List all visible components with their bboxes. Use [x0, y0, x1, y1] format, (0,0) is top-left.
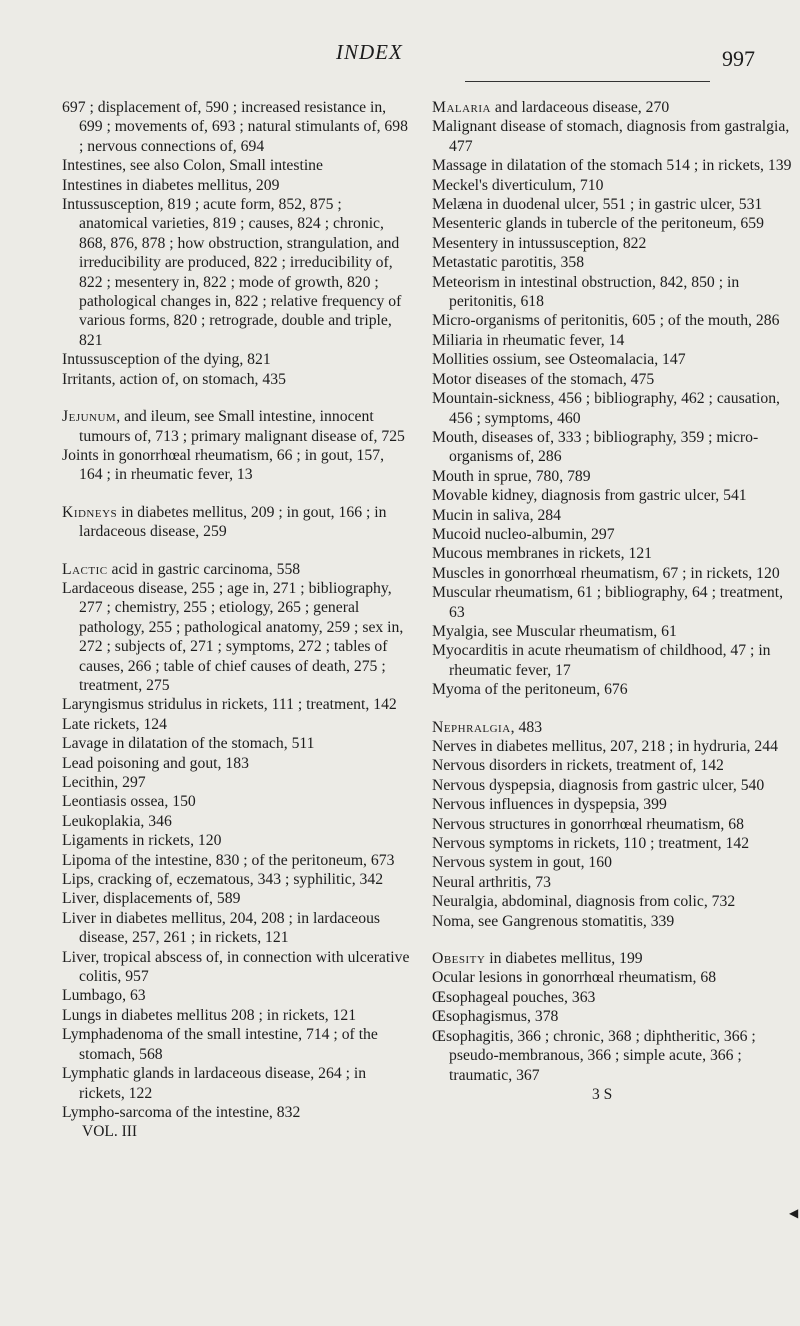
- index-entry-liver-in-diabetes-mellitus: Liver in diabetes mellitus, 204, 208 ; in lardaceous disease, 257, 261 ; in rickets, 121: [62, 909, 381, 947]
- index-entry-muscles-in-gonorrh-al-rheumatism: Muscles in gonorrhœal rheumatism, 67 ; in rickets, 120: [432, 564, 780, 582]
- index-entry-neuralgia: Neuralgia, abdominal, diagnosis from colic, 732: [432, 893, 736, 911]
- index-entry-mucoid-nucleo-albumin: Mucoid nucleo-albumin, 297: [432, 525, 615, 543]
- index-entry-malignant-disease-of-stomach: Malignant disease of stomach, diagnosis from gastralgia, 477: [432, 118, 790, 155]
- index-entry-myocarditis-in-acute-rheumatism-of-child: Myocarditis in acute rheumatism of childhood, 47 ; in rheumatic fever, 17: [432, 642, 771, 679]
- page-number: 997: [722, 46, 755, 71]
- right-column: [432, 98, 792, 1104]
- section-gap: [62, 485, 410, 503]
- index-entry-lymphadenoma-of-the-small-intestine: Lymphadenoma of the small intestine, 714 ; of the stomach, 568: [62, 1026, 378, 1063]
- index-entry-nervous-symptoms-in-rickets: Nervous symptoms in rickets, 110 ; treatment, 142: [432, 835, 750, 853]
- index-entry-nervous-structures-in-gonorrh-al-rheumat: Nervous structures in gonorrhœal rheumatism, 68: [432, 815, 744, 833]
- index-entry-jejunum: Jejunum, and ileum, see Small intestine, innocent tumours of, 713 ; primary malignant disease of, 725: [62, 408, 405, 445]
- index-entry-mucin-in-saliva: Mucin in saliva, 284: [432, 506, 561, 524]
- index-entry-nephralgia: Nephralgia, 483: [432, 718, 543, 736]
- index-entry-motor-diseases-of-the-stomach: Motor diseases of the stomach, 475: [432, 370, 655, 388]
- index-entry-intestines-in-diabetes-mellitus: Intestines in diabetes mellitus, 209: [62, 176, 280, 194]
- index-entry-nervous-disorders-in-rickets: Nervous disorders in rickets, treatment of, 142: [432, 757, 724, 775]
- index-entry-ocular-lesions-in-gonorrh-al-rheumatism: Ocular lesions in gonorrhœal rheumatism, 68: [432, 969, 717, 987]
- index-entry-lungs-in-diabetes-mellitus-208-in-ricket: Lungs in diabetes mellitus 208 ; in rickets, 121: [62, 1006, 357, 1024]
- index-entry-miliaria-in-rheumatic-fever: Miliaria in rheumatic fever, 14: [432, 331, 625, 349]
- running-head: INDEX: [336, 40, 403, 64]
- index-entry-lecithin: Lecithin, 297: [62, 774, 146, 791]
- index-entry-mollities-ossium: Mollities ossium, see Osteomalacia, 147: [432, 351, 686, 369]
- index-entry-lead-poisoning-and-gout: Lead poisoning and gout, 183: [62, 754, 249, 772]
- section-gap: [432, 931, 792, 949]
- index-entry-intussusception: Intussusception, 819 ; acute form, 852, 875 ; anatomical varieties, 819 ; causes, 824 ; chronic, 868, 876, 878 ; how obstruction, strangulation, and irreducibility are produced, 822 ; irreducibility of, 822 ; mesentery in, 822 ; mode of growth, 820 ; pathological changes in, 822 ; relative frequency of various forms, 820 ; retrograde, double and triple, 821: [62, 196, 402, 349]
- index-entry-obesity-in-diabetes-mellitus: Obesity in diabetes mellitus, 199: [432, 950, 643, 968]
- index-entry-irritants: Irritants, action of, on stomach, 435: [62, 370, 286, 388]
- index-entry-muscular-rheumatism: Muscular rheumatism, 61 ; bibliography, 64 ; treatment, 63: [432, 584, 784, 621]
- index-entry-lardaceous-disease: Lardaceous disease, 255 ; age in, 271 ; bibliography, 277 ; chemistry, 255 ; etiology, 265 ; general pathology, 255 ; pathological anatomy, 259 ; sex in, 272 ; subjects of, 271 ; symptoms, 272 ; tables of causes, 266 ; table of chief causes of death, 275 ; treatment, 275: [62, 579, 404, 694]
- index-entry-micro-organisms-of-peritonitis: Micro-organisms of peritonitis, 605 ; of the mouth, 286: [432, 312, 780, 330]
- index-entry-intestines: Intestines, see also Colon, Small intestine: [62, 157, 323, 175]
- index-entry-nervous-dyspepsia: Nervous dyspepsia, diagnosis from gastric ulcer, 540: [432, 776, 765, 794]
- index-entry-mountain-sickness: Mountain-sickness, 456 ; bibliography, 462 ; causation, 456 ; symptoms, 460: [432, 390, 780, 427]
- index-entry-leontiasis-ossea: Leontiasis ossea, 150: [62, 793, 196, 811]
- index-entry-liver: Liver, tropical abscess of, in connection with ulcerative colitis, 957: [62, 948, 410, 986]
- index-entry-lips: Lips, cracking of, eczematous, 343 ; syphilitic, 342: [62, 871, 384, 889]
- index-entry-malaria-and-lardaceous-disease: Malaria and lardaceous disease, 270: [432, 99, 670, 116]
- index-entry-kidneys-in-diabetes-mellitus: Kidneys in diabetes mellitus, 209 ; in gout, 166 ; in lardaceous disease, 259: [62, 503, 387, 541]
- index-entry-meteorism-in-intestinal-obstruction: Meteorism in intestinal obstruction, 842, 850 ; in peritonitis, 618: [432, 273, 740, 311]
- index-entry-sophagismus: Œsophagismus, 378: [432, 1008, 559, 1026]
- index-entry-lipoma-of-the-intestine: Lipoma of the intestine, 830 ; of the peritoneum, 673: [62, 851, 395, 869]
- index-entry-mouth: Mouth, diseases of, 333 ; bibliography, 359 ; micro-organisms of, 286: [432, 428, 759, 466]
- left-column: [62, 98, 410, 1142]
- index-entry-nervous-system-in-gout: Nervous system in gout, 160: [432, 854, 612, 872]
- index-entry-lavage-in-dilatation-of-the-stomach: Lavage in dilatation of the stomach, 511: [62, 735, 315, 753]
- index-entry-ligaments-in-rickets: Ligaments in rickets, 120: [62, 832, 222, 850]
- index-entry-697-displacement-of: 697 ; displacement of, 590 ; increased resistance in, 699 ; movements of, 693 ; natural stimulants of, 698 ; nervous connections of, 694: [62, 99, 408, 155]
- index-entry-metastatic-parotitis: Metastatic parotitis, 358: [432, 254, 585, 272]
- index-entry-mucous-membranes-in-rickets: Mucous membranes in rickets, 121: [432, 545, 653, 563]
- index-entry-laryngismus-stridulus-in-rickets: Laryngismus stridulus in rickets, 111 ; treatment, 142: [62, 696, 397, 714]
- index-entry-mel-na-in-duodenal-ulcer: Melæna in duodenal ulcer, 551 ; in gastric ulcer, 531: [432, 196, 763, 214]
- section-gap: [62, 389, 410, 407]
- section-gap: [432, 700, 792, 718]
- index-entry-myoma-of-the-peritoneum: Myoma of the peritoneum, 676: [432, 681, 628, 699]
- index-entry-sophagitis: Œsophagitis, 366 ; chronic, 368 ; diphtheritic, 366 ; pseudo-membranous, 366 ; simple acute, 366 ; traumatic, 367: [432, 1027, 756, 1084]
- index-entry-lympho-sarcoma-of-the-intestine: Lympho-sarcoma of the intestine, 832: [62, 1103, 301, 1121]
- volume-footer: VOL. III: [82, 1123, 138, 1141]
- index-entry-leukoplakia: Leukoplakia, 346: [62, 812, 172, 830]
- index-entry-mouth-in-sprue: Mouth in sprue, 780, 789: [432, 467, 591, 485]
- index-entry-lymphatic-glands-in-lardaceous-disease: Lymphatic glands in lardaceous disease, 264 ; in rickets, 122: [62, 1065, 367, 1102]
- header-rule: [465, 81, 710, 82]
- index-entry-late-rickets: Late rickets, 124: [62, 715, 167, 733]
- index-entry-mesenteric-glands-in-tubercle-of-the-per: Mesenteric glands in tubercle of the peritoneum, 659: [432, 215, 764, 233]
- index-entry-intussusception-of-the-dying: Intussusception of the dying, 821: [62, 351, 271, 369]
- index-entry-meckel-s-diverticulum: Meckel's diverticulum, 710: [432, 176, 604, 194]
- index-entry-movable-kidney: Movable kidney, diagnosis from gastric ulcer, 541: [432, 487, 747, 505]
- index-entry-nerves-in-diabetes-mellitus: Nerves in diabetes mellitus, 207, 218 ; in hydruria, 244: [432, 738, 778, 755]
- index-entry-lactic-acid-in-gastric-carcinoma: Lactic acid in gastric carcinoma, 558: [62, 560, 301, 578]
- index-entry-nervous-influences-in-dyspepsia: Nervous influences in dyspepsia, 399: [432, 796, 667, 814]
- index-entry-liver: Liver, displacements of, 589: [62, 890, 241, 908]
- signature-mark: 3 S: [592, 1085, 613, 1103]
- section-gap: [62, 542, 410, 560]
- index-entry-noma: Noma, see Gangrenous stomatitis, 339: [432, 912, 675, 930]
- index-entry-sophageal-pouches: Œsophageal pouches, 363: [432, 988, 596, 1006]
- index-entry-mesentery-in-intussusception: Mesentery in intussusception, 822: [432, 234, 647, 252]
- index-entry-joints-in-gonorrh-al-rheumatism: Joints in gonorrhœal rheumatism, 66 ; in gout, 157, 164 ; in rheumatic fever, 13: [62, 446, 385, 484]
- index-entry-myalgia: Myalgia, see Muscular rheumatism, 61: [432, 622, 677, 640]
- margin-arrow-icon: ◀: [789, 1206, 799, 1220]
- page-header: [0, 40, 800, 80]
- index-entry-neural-arthritis: Neural arthritis, 73: [432, 873, 551, 891]
- index-entry-lumbago: Lumbago, 63: [62, 987, 146, 1005]
- index-entry-massage-in-dilatation-of-the-stomach-514: Massage in dilatation of the stomach 514 ; in rickets, 139: [432, 157, 792, 175]
